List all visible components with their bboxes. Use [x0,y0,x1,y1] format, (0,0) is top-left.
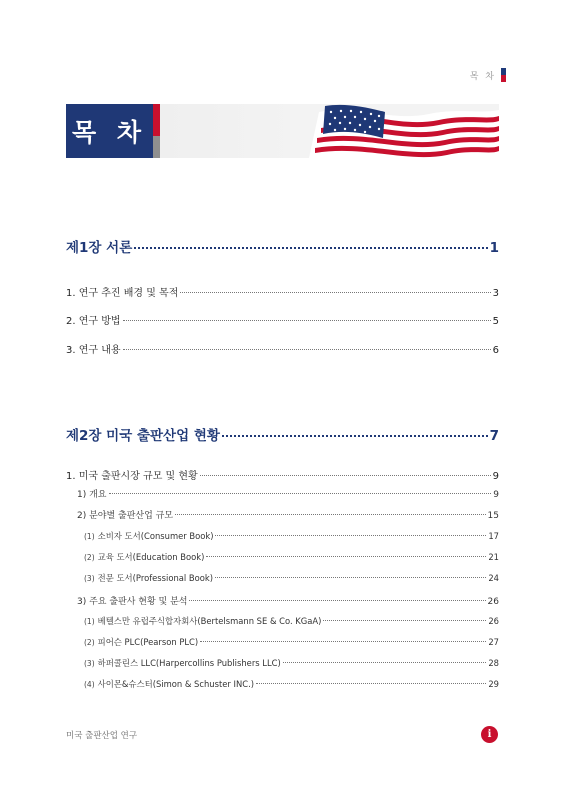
toc-entry-label [66,284,178,299]
toc-entry-section[interactable] [66,284,499,299]
toc-dot-leader [109,493,492,494]
toc-entry-chapter[interactable] [66,236,499,256]
toc-page-number: 21 [488,552,499,562]
toc-page-number: 9 [493,490,499,500]
toc-entry-label [84,636,198,648]
banner-title-box [66,104,153,158]
toc-entry-label [66,467,198,482]
header-flag-mark-icon [501,68,506,82]
toc-entry-section[interactable] [66,312,499,327]
toc-page-number: 26 [487,597,499,607]
toc-entry-text: 3) 주요 출판사 현황 및 분석 [77,597,188,607]
toc-dot-leader [180,292,490,293]
toc-dot-leader [206,556,486,557]
toc-entry-text: 피어슨 PLC(Pearson PLC) [97,637,199,647]
toc-dot-leader [215,535,486,536]
toc-entry-text: 전문 도서(Professional Book) [97,573,214,583]
toc-entry-text: 1) 개요 [77,490,107,500]
toc-entry-label [84,657,281,669]
toc-entry-label [66,424,220,444]
toc-page-number: 24 [488,573,499,583]
toc-page-number: 6 [492,345,499,356]
toc-entry-text: 2. 연구 방법 [66,316,121,327]
toc-entry-label [77,594,187,607]
footer-title: 미국 출판산업 연구 [66,731,138,741]
toc-entry-index: (3) [84,574,95,583]
toc-entry-text: 1. 미국 출판시장 규모 및 현황 [66,471,198,482]
toc-entry-sub[interactable] [66,594,499,607]
toc-entry-section[interactable] [66,341,499,356]
toc-entry-subsub[interactable] [66,551,499,563]
running-header-text: 목 차 [469,71,496,82]
toc-dot-leader [200,641,486,642]
toc-entry-text: 3. 연구 내용 [66,345,121,356]
toc-page-number: 15 [487,511,499,521]
toc-dot-leader [222,435,488,437]
toc-entry-index: (1) [84,532,95,541]
toc-dot-leader [134,247,487,249]
toc-dot-leader [175,514,485,515]
toc-entry-label [66,341,121,356]
toc-entry-subsub[interactable] [66,678,499,690]
toc-entry-text: 1. 연구 추진 배경 및 목적 [66,288,179,299]
toc-page-number: 7 [489,428,499,444]
page-title: 목 차 [71,118,147,147]
toc-dot-leader [123,320,491,321]
toc-page-number: 29 [488,679,499,689]
toc-dot-leader [200,475,491,476]
toc-page-number: 26 [488,616,499,626]
toc-entry-text: 제2장 미국 출판산업 현황 [66,428,220,444]
toc-entry-label [84,551,204,563]
toc-entry-subsub[interactable] [66,636,499,648]
toc-entry-text: 사이몬&슈스터(Simon & Schuster INC.) [97,679,255,689]
running-header [470,68,506,82]
toc-entry-label [84,530,213,542]
toc-entry-chapter[interactable] [66,424,499,444]
title-banner [66,104,499,158]
toc-dot-leader [215,577,486,578]
toc-page-number: 1 [489,240,499,256]
toc-entry-index: (4) [84,680,95,689]
toc-entry-subsub[interactable] [66,530,499,542]
toc-entry-label [84,678,254,690]
toc-entry-label [84,615,321,627]
toc-entry-label [66,236,132,256]
toc-entry-index: (2) [84,553,95,562]
toc-entry-subsub[interactable] [66,572,499,584]
toc-entry-subsub[interactable] [66,657,499,669]
toc-page-number: 27 [488,637,499,647]
toc-page-number: 17 [488,531,499,541]
toc-entry-section[interactable] [66,467,499,482]
toc-entry-index: (1) [84,617,95,626]
toc-entry-text: 베텔스만 유럽주식합자회사(Bertelsmann SE & Co. KGaA) [97,616,322,626]
toc-entry-sub[interactable] [66,487,499,500]
toc-entry-text: 교육 도서(Education Book) [97,552,205,562]
toc-entry-label [77,508,173,521]
toc-entry-index: (2) [84,638,95,647]
toc-page-number: 9 [492,471,499,482]
toc-dot-leader [189,600,485,601]
toc-dot-leader [323,620,486,621]
toc-entry-label [77,487,107,500]
toc-entry-text: 소비자 도서(Consumer Book) [97,531,214,541]
banner-accent-bar [153,104,160,158]
toc-entry-label [84,572,213,584]
toc-entry-text: 하퍼콜린스 LLC(Harpercollins Publishers LLC) [97,658,281,668]
toc-page-number: 5 [492,316,499,327]
page-number-badge: i [481,726,498,743]
toc-entry-sub[interactable] [66,508,499,521]
toc-entry-label [66,312,121,327]
us-flag-icon [299,104,499,158]
toc-dot-leader [123,349,491,350]
toc-entry-subsub[interactable] [66,615,499,627]
toc-entry-text: 제1장 서론 [66,240,133,256]
toc-page-number: 3 [492,288,499,299]
toc-entry-text: 2) 분야별 출판산업 규모 [77,511,174,521]
toc-dot-leader [256,683,486,684]
toc-page-number: 28 [488,658,499,668]
toc-entry-index: (3) [84,659,95,668]
toc-dot-leader [283,662,487,663]
